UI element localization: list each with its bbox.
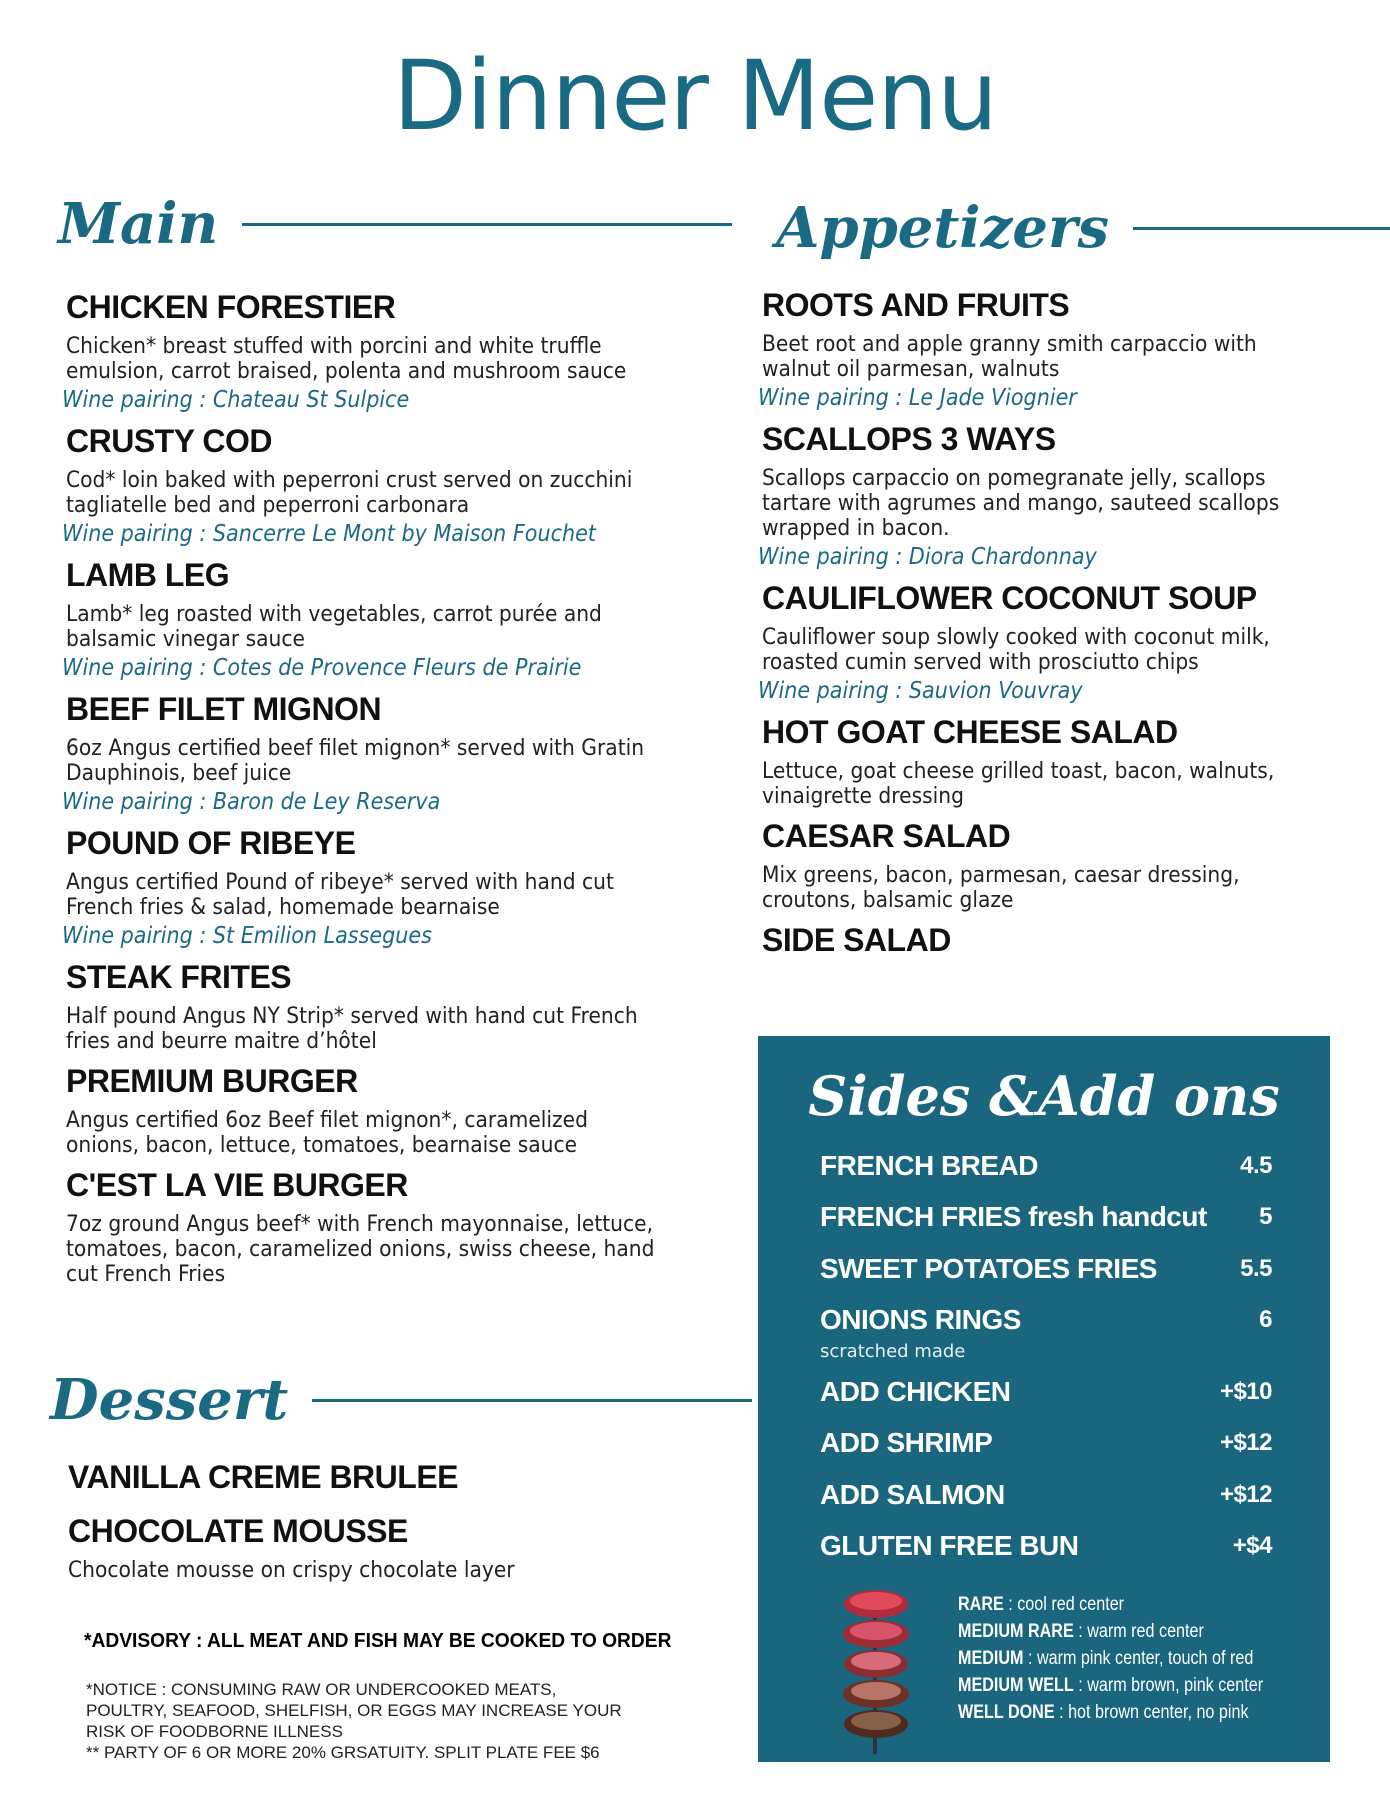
menu-item-name: STEAK FRITES [66,959,292,995]
appetizers-section-header [776,195,1390,261]
doneness-description: : warm red center [1078,1621,1204,1642]
doneness-description: : warm brown, pink center [1078,1675,1264,1696]
menu-item-name: BEEF FILET MIGNON [66,691,382,727]
side-item-name: FRENCH BREAD [820,1149,1038,1181]
menu-item [762,921,1302,959]
side-item-row [820,1243,1272,1295]
side-item-price: 4.5 [1240,1151,1272,1179]
side-item-row [820,1469,1272,1521]
menu-item-description: Cauliflower soup slowly cooked with coconut milk, roasted cumin served with prosciutto chips [762,625,1270,675]
page-title: Dinner Menu [393,40,997,152]
steak-slices-icon [840,1584,912,1754]
menu-item-description: Mix greens, bacon, parmesan, caesar dressing, croutons, balsamic glaze [762,863,1240,913]
doneness-row [958,1618,1319,1645]
side-item-name: FRENCH FRIES fresh handcut [820,1201,1207,1233]
menu-item-name: SCALLOPS 3 WAYS [762,421,1056,457]
menu-item-description: 7oz ground Angus beef* with French mayonnaise, lettuce, tomatoes, bacon, caramelized onions, swiss cheese, hand cut French Fries [66,1212,655,1287]
menu-item-description: Lettuce, goat cheese grilled toast, bacon, walnuts, vinaigrette dressing [762,759,1275,809]
wine-pairing: Wine pairing : Baron de Ley Reserva [62,789,441,815]
menu-item [762,817,1302,913]
wine-pairing: Wine pairing : Sauvion Vouvray [758,678,1083,704]
dessert-heading: Dessert [50,1367,289,1433]
doneness-level: WELL DONE [958,1702,1055,1723]
doneness-description: : cool red center [1008,1594,1125,1615]
steak-doneness-illustration [840,1584,912,1754]
menu-item-name: CHOCOLATE MOUSSE [68,1513,408,1549]
doneness-level: RARE [958,1594,1004,1615]
menu-item-description: Lamb* leg roasted with vegetables, carrot purée and balsamic vinegar sauce [66,602,602,652]
menu-item-description: Chicken* breast stuffed with porcini and white truffle emulsion, carrot braised, polenta and mushroom sauce [66,334,627,384]
doneness-row [958,1591,1319,1618]
side-item-price: 5 [1259,1203,1272,1231]
sides-heading: Sides &Add ons [808,1064,1280,1128]
menu-item-name: PREMIUM BURGER [66,1063,358,1099]
appetizers-heading: Appetizers [776,195,1109,261]
menu-item [62,556,666,682]
menu-item-description: Cod* loin baked with peperroni crust served on zucchini tagliatelle bed and peperroni carbonara [66,468,633,518]
notice-text: *NOTICE : CONSUMING RAW OR UNDERCOOKED MEATS, POULTRY, SEAFOOD, SHELFISH, OR EGGS MAY INCREASE YOUR RISK OF FOODBORNE ILLNESS ** PARTY OF 6 OR MORE 20% GRSATUITY. SPLIT PLATE FEE $6 [86,1680,622,1762]
advisory-text: *ADVISORY : ALL MEAT AND FISH MAY BE COOKED TO ORDER [84,1630,672,1652]
doneness-description: : hot brown center, no pink [1059,1702,1249,1723]
appetizers-heading-rule [1133,227,1390,230]
menu-item [62,824,666,950]
side-item-name: GLUTEN FREE BUN [820,1530,1079,1562]
menu-item-name: CRUSTY COD [66,423,272,459]
side-item-row [820,1140,1272,1192]
menu-item-name: POUND OF RIBEYE [66,825,356,861]
wine-pairing: Wine pairing : Sancerre Le Mont by Maison Fouchet [62,521,596,547]
side-item-price: +$12 [1219,1429,1272,1457]
menu-item-name: HOT GOAT CHEESE SALAD [762,714,1178,750]
menu-item [758,286,1302,412]
wine-pairing: Wine pairing : Cotes de Provence Fleurs de Prairie [62,655,582,681]
menu-item-name: C'EST LA VIE BURGER [66,1167,408,1203]
side-item-price: 5.5 [1240,1254,1272,1282]
menu-item-name: LAMB LEG [66,557,230,593]
side-item-row [820,1295,1272,1347]
menu-item [762,713,1302,809]
wine-pairing: Wine pairing : Le Jade Viognier [758,385,1077,411]
doneness-row [958,1672,1319,1699]
main-section-header [58,191,732,257]
dessert-items-list [68,1458,668,1583]
doneness-level: MEDIUM WELL [958,1675,1074,1696]
main-items-list [62,288,666,1287]
dessert-heading-rule [312,1399,752,1402]
menu-item [66,1062,666,1158]
menu-item [758,420,1302,571]
side-item-price: +$4 [1232,1532,1272,1560]
menu-item-name: CAULIFLOWER COCONUT SOUP [762,580,1257,616]
appetizers-items-list [758,286,1302,959]
side-item-note: scratched made [820,1341,966,1362]
doneness-guide [958,1591,1318,1726]
doneness-level: MEDIUM [958,1648,1024,1669]
wine-pairing: Wine pairing : Diora Chardonnay [758,544,1097,570]
side-item-row [820,1521,1272,1573]
main-heading-rule [242,223,732,226]
sides-panel [758,1036,1330,1762]
main-heading: Main [58,191,219,257]
menu-item [68,1458,668,1496]
doneness-row [958,1699,1319,1726]
menu-item-name: SIDE SALAD [762,922,951,958]
sides-list [820,1140,1272,1572]
menu-item [62,288,666,414]
doneness-row [958,1645,1319,1672]
menu-item-name: ROOTS AND FRUITS [762,287,1070,323]
menu-item-description: Chocolate mousse on crispy chocolate layer [68,1558,515,1583]
menu-item [66,1166,666,1287]
wine-pairing: Wine pairing : St Emilion Lassegues [62,923,432,949]
menu-item-description: Angus certified 6oz Beef filet mignon*, caramelized onions, bacon, lettuce, tomatoes, bearnaise sauce [66,1108,588,1158]
wine-pairing: Wine pairing : Chateau St Sulpice [62,387,410,413]
menu-item-description: Angus certified Pound of ribeye* served with hand cut French fries & salad, homemade bearnaise [66,870,614,920]
side-item-name: ADD SALMON [820,1478,1005,1510]
menu-item-name: VANILLA CREME BRULEE [68,1459,458,1495]
side-item-row [820,1418,1272,1470]
doneness-level: MEDIUM RARE [958,1621,1074,1642]
menu-item-name: CAESAR SALAD [762,818,1011,854]
side-item-name: ONIONS RINGS [820,1304,1021,1336]
menu-item-name: CHICKEN FORESTIER [66,289,396,325]
menu-item [758,579,1302,705]
menu-item-description: Half pound Angus NY Strip* served with hand cut French fries and beurre maitre d’hôtel [66,1004,638,1054]
menu-item [62,690,666,816]
dessert-section-header [50,1367,752,1433]
menu-item-description: Beet root and apple granny smith carpaccio with walnut oil parmesan, walnuts [762,332,1257,382]
menu-item [68,1512,668,1583]
side-item-price: 6 [1259,1306,1272,1334]
menu-item-description: Scallops carpaccio on pomegranate jelly, scallops tartare with agrumes and mango, sauteed scallops wrapped in bacon. [762,466,1280,541]
side-item-row [820,1366,1272,1418]
side-item-row [820,1192,1272,1244]
side-item-name: SWEET POTATOES FRIES [820,1252,1157,1284]
side-item-price: +$12 [1219,1480,1272,1508]
menu-item-description: 6oz Angus certified beef filet mignon* served with Gratin Dauphinois, beef juice [66,736,645,786]
doneness-description: : warm pink center, touch of red [1027,1648,1254,1669]
side-item-price: +$10 [1219,1377,1272,1405]
side-item-name: ADD SHRIMP [820,1427,993,1459]
menu-item [66,958,666,1054]
side-item-name: ADD CHICKEN [820,1375,1011,1407]
menu-item [62,422,666,548]
